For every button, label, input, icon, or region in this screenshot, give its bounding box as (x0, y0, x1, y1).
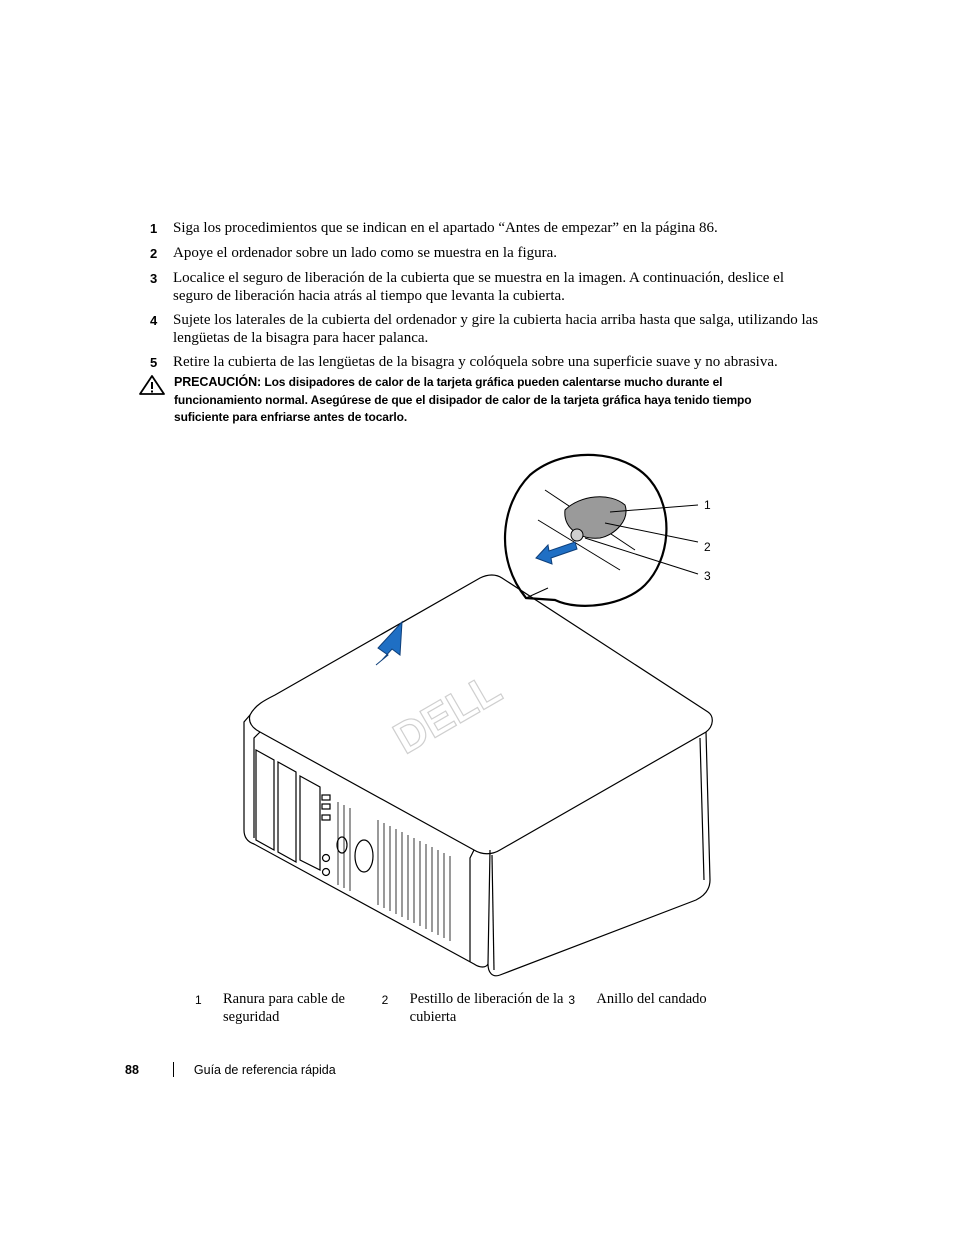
page-footer (125, 1062, 336, 1077)
step-4 (150, 311, 820, 347)
step-number: 4 (150, 313, 158, 328)
warning-triangle-icon (138, 374, 174, 427)
caution-text: Los disipadores de calor de la tarjeta gráfica pueden calentarse mucho durante el funcionamiento normal. Asegúrese de que el disipador de calor de la tarjeta gráfica haya tenido tiempo suficiente para enfriarse antes de tocarlo. (174, 375, 752, 424)
step-text: Apoye el ordenador sobre un lado como se muestra en la figura. (173, 245, 558, 261)
caution-label: PRECAUCIÓN: (174, 375, 262, 389)
legend-item (382, 990, 569, 1026)
step-5 (150, 353, 820, 372)
footer-divider (173, 1062, 174, 1077)
legend-number: 1 (195, 993, 202, 1007)
callout-1: 1 (704, 498, 711, 512)
legend-number: 2 (381, 993, 389, 1007)
callout-3: 3 (704, 569, 711, 583)
step-number: 1 (150, 221, 158, 236)
computer-cover-illustration (230, 450, 750, 980)
release-arrow-icon (536, 542, 577, 564)
legend-item (195, 990, 382, 1026)
dell-logo: DELL (385, 663, 510, 764)
lift-arrow-icon (376, 622, 402, 665)
step-text: Siga los procedimientos que se indican en el apartado “Antes de empezar” en la página 86. (173, 220, 718, 236)
step-number: 2 (150, 246, 158, 261)
figure-legend (195, 990, 755, 1026)
step-number: 5 (150, 355, 158, 370)
step-text: Localice el seguro de liberación de la cubierta que se muestra en la imagen. A continuación, deslice el seguro de liberación hacia atrás al tiempo que levanta la cubierta. (173, 270, 785, 304)
legend-text: Ranura para cable de seguridad (223, 991, 345, 1025)
legend-text: Pestillo de liberación de la cubierta (409, 991, 564, 1025)
step-text: Sujete los laterales de la cubierta del ordenador y gire la cubierta hacia arriba hasta que salga, utilizando las lengüetas de la bisagra para hacer palanca. (173, 312, 819, 346)
computer-chassis (244, 575, 712, 976)
legend-item (568, 990, 755, 1026)
procedure-steps (150, 219, 820, 378)
legend-number: 3 (568, 993, 576, 1007)
step-2 (150, 244, 820, 263)
step-text: Retire la cubierta de las lengüetas de la bisagra y colóquela sobre una superficie suave y no abrasiva. (173, 354, 778, 370)
callout-2: 2 (704, 540, 711, 554)
caution-notice (138, 374, 778, 427)
step-1 (150, 219, 820, 238)
step-3 (150, 269, 820, 305)
legend-text: Anillo del candado (596, 991, 707, 1007)
page-number: 88 (125, 1062, 139, 1077)
step-number: 3 (150, 271, 158, 286)
footer-title: Guía de referencia rápida (193, 1062, 336, 1077)
